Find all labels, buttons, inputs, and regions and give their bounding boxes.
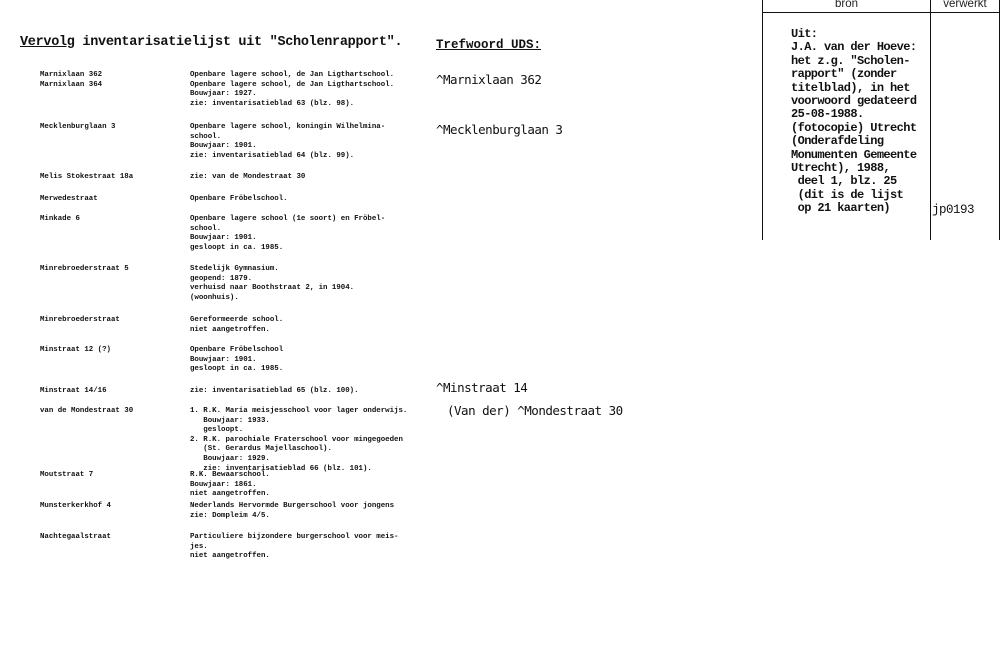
description-line: Gereformeerde school. bbox=[190, 316, 284, 324]
title-underlined: Vervolg bbox=[20, 35, 75, 50]
description-line: school. bbox=[190, 132, 222, 141]
entry-description bbox=[190, 533, 440, 562]
description-line: school. bbox=[190, 224, 222, 233]
entry-description bbox=[190, 407, 440, 474]
entry-address: Minrebroederstraat bbox=[40, 316, 120, 324]
description-line: zie: inventarisatieblad 65 (blz. 100). bbox=[190, 387, 359, 395]
entry-description bbox=[190, 173, 440, 183]
description-line: zie: inventarisatieblad 66 (blz. 101). bbox=[190, 464, 372, 473]
trefwoord-item: (Van der) ^Mondestraat 30 bbox=[447, 403, 623, 418]
description-line: niet aangetroffen. bbox=[190, 552, 270, 561]
description-line: zie: inventarisatieblad 64 (blz. 99). bbox=[190, 151, 355, 160]
description-line: niet aangetroffen. bbox=[190, 325, 270, 334]
entry-address: Nachtegaalstraat bbox=[40, 533, 111, 541]
description-line: Nederlands Hervormde Burgerschool voor jongens bbox=[190, 502, 395, 510]
entry-description bbox=[190, 316, 440, 335]
entry-address: Marnixlaan 362 Marnixlaan 364 bbox=[40, 71, 103, 89]
column-divider bbox=[930, 0, 931, 240]
description-line: gesloopt in ca. 1985. bbox=[190, 365, 284, 374]
document-title bbox=[20, 35, 402, 50]
bron-text: Uit: J.A. van der Hoeve: het z.g. "Scholen- rapport" (zonder titelblad), in het voorwoord gedateerd 25-08-1988. (fotocopie) Utrecht (Onderafdeling Monumenten Gemeente Utrecht), 1988, deel 1, blz. 25 (dit is de lijst op 21 kaarten) bbox=[791, 27, 917, 216]
entry-address: Minstraat 14/16 bbox=[40, 387, 107, 395]
entry-address: Melis Stokestraat 18a bbox=[40, 173, 134, 181]
header-verwerkt: verwerkt bbox=[943, 0, 987, 10]
entry-address: Merwedestraat bbox=[40, 195, 98, 203]
description-line: Bouwjaar: 1927. bbox=[190, 90, 257, 99]
description-line: niet aangetroffen. bbox=[190, 490, 270, 499]
description-line: 1. R.K. Maria meisjesschool voor lager onderwijs. bbox=[190, 407, 408, 415]
trefwoord-item: ^Mecklenburglaan 3 bbox=[436, 122, 563, 137]
trefwoord-item: ^Marnixlaan 362 bbox=[436, 72, 542, 87]
description-line: Openbare lagere school, koningin Wilhelmina- bbox=[190, 123, 386, 131]
entry-description bbox=[190, 215, 440, 253]
header-bron: bron bbox=[834, 0, 859, 10]
description-line: (woonhuis). bbox=[190, 293, 239, 302]
verwerkt-code: jp0193 bbox=[932, 203, 975, 217]
entry-description bbox=[190, 195, 440, 205]
description-line: Bouwjaar: 1901. bbox=[190, 142, 257, 151]
source-table bbox=[762, 0, 1000, 240]
description-line: Openbare lagere school, de Jan Ligthartschool. bbox=[190, 80, 395, 89]
entry-address: Minkade 6 bbox=[40, 215, 80, 223]
description-line: Openbare Fröbelschool bbox=[190, 346, 284, 354]
trefwoord-item: ^Minstraat 14 bbox=[436, 380, 528, 395]
description-line: Openbare lagere school (1e soort) en Fröbel- bbox=[190, 215, 386, 223]
entry-description bbox=[190, 123, 440, 161]
entry-address: Minrebroederstraat 5 bbox=[40, 265, 129, 273]
description-line: geopend: 1879. bbox=[190, 274, 253, 283]
entry-description bbox=[190, 387, 440, 397]
entry-address: Minstraat 12 (?) bbox=[40, 346, 111, 354]
trefwoord-heading: Trefwoord UDS: bbox=[436, 38, 542, 52]
description-line: zie: van de Mondestraat 30 bbox=[190, 173, 306, 181]
description-line: Openbare lagere school, de Jan Ligthartschool. bbox=[190, 71, 395, 79]
description-line: zie: Dompleim 4/5. bbox=[190, 511, 270, 520]
entry-description bbox=[190, 346, 440, 375]
source-table-header bbox=[763, 0, 999, 13]
entry-description bbox=[190, 71, 440, 109]
description-line: verhuisd naar Boothstraat 2, in 1904. bbox=[190, 284, 355, 293]
description-line: Bouwjaar: 1861. bbox=[190, 480, 257, 489]
entry-address: van de Mondestraat 30 bbox=[40, 407, 134, 415]
description-line: gesloopt. bbox=[190, 426, 244, 435]
entry-address: Mecklenburglaan 3 bbox=[40, 123, 116, 131]
description-line: R.K. Bewaarschool. bbox=[190, 471, 270, 479]
description-line: Bouwjaar: 1929. bbox=[190, 454, 270, 463]
description-line: Bouwjaar: 1901. bbox=[190, 355, 257, 364]
entry-description bbox=[190, 471, 440, 500]
description-line: (St. Gerardus Majellaschool). bbox=[190, 445, 332, 454]
description-line: zie: inventarisatieblad 63 (blz. 98). bbox=[190, 99, 355, 108]
description-line: Particuliere bijzondere burgerschool voor meis- bbox=[190, 533, 399, 541]
entry-description bbox=[190, 502, 440, 521]
description-line: Bouwjaar: 1901. bbox=[190, 234, 257, 243]
description-line: Bouwjaar: 1933. bbox=[190, 416, 270, 425]
description-line: jes. bbox=[190, 542, 208, 551]
entry-address: Munsterkerkhof 4 bbox=[40, 502, 111, 510]
entry-address: Moutstraat 7 bbox=[40, 471, 94, 479]
description-line: 2. R.K. parochiale Fraterschool voor mingegoeden bbox=[190, 435, 403, 444]
description-line: gesloopt in ca. 1985. bbox=[190, 243, 284, 252]
title-rest: inventarisatielijst uit "Scholenrapport". bbox=[74, 35, 403, 50]
description-line: Stedelijk Gymnasium. bbox=[190, 265, 279, 273]
description-line: Openbare Fröbelschool. bbox=[190, 195, 288, 203]
entry-description bbox=[190, 265, 440, 303]
